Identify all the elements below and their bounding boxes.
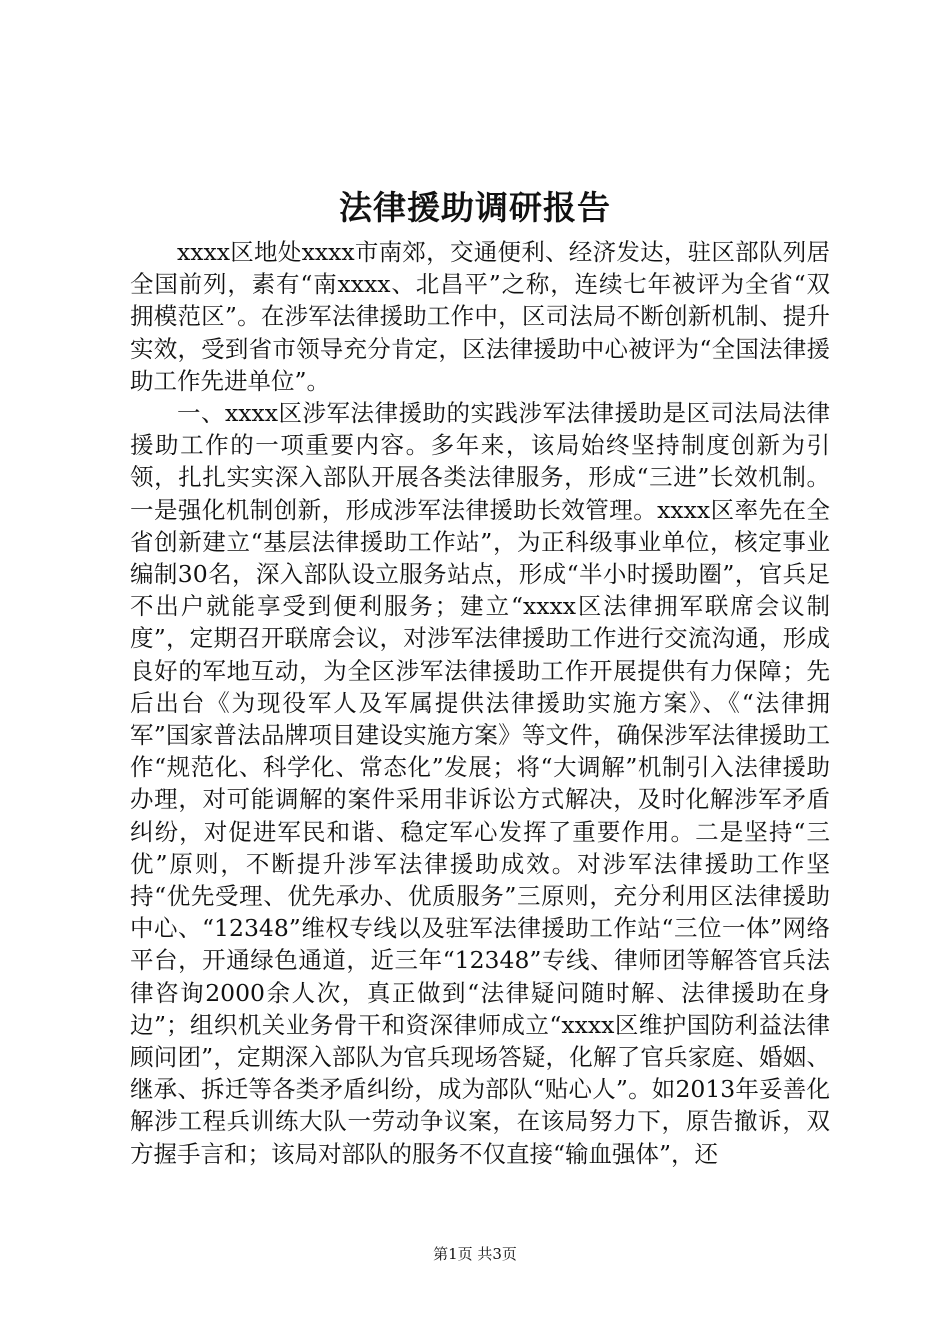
page-number-indicator: 第1页 共3页 — [433, 1245, 517, 1263]
document-body — [130, 236, 830, 1170]
document-title: 法律援助调研报告 — [339, 188, 611, 227]
body-paragraph-practice: 一、xxxx区涉军法律援助的实践涉军法律援助是区司法局法律援助工作的一项重要内容。多年来，该局始终坚持制度创新为引领，扎扎实实深入部队开展各类法律服务，形成“三进”长效机制。一是强化机制创新，形成涉军法律援助长效管理。xxxx区率先在全省创新建立“基层法律援助工作站”，为正科级事业单位，核定事业编制30名，深入部队设立服务站点，形成“半小时援助圈”，官兵足不出户就能享受到便利服务；建立“xxxx区法律拥军联席会议制度”，定期召开联席会议，对涉军法律援助工作进行交流沟通，形成良好的军地互动，为全区涉军法律援助工作开展提供有力保障；先后出台《为现役军人及军属提供法律援助实施方案》、《“法律拥军”国家普法品牌项目建设实施方案》等文件，确保涉军法律援助工作“规范化、科学化、常态化”发展；将“大调解”机制引入法律援助办理，对可能调解的案件采用非诉讼方式解决，及时化解涉军矛盾纠纷，对促进军民和谐、稳定军心发挥了重要作用。二是坚持“三优”原则，不断提升涉军法律援助成效。对涉军法律援助工作坚持“优先受理、优先承办、优质服务”三原则，充分利用区法律援助中心、“12348”维权专线以及驻军法律援助工作站“三位一体”网络平台，开通绿色通道，近三年“12348”专线、律师团等解答官兵法律咨询2000余人次，真正做到“法律疑问随时解、法律援助在身边”；组织机关业务骨干和资深律师成立“xxxx区维护国防利益法律顾问团”，定期深入部队为官兵现场答疑，化解了官兵家庭、婚姻、继承、拆迁等各类矛盾纠纷，成为部队“贴心人”。如2013年妥善化解涉工程兵训练大队一劳动争议案，在该局努力下，原告撤诉，双方握手言和；该局对部队的服务不仅直接“输血强体”，还 — [130, 399, 830, 1168]
page-footer — [0, 1244, 950, 1264]
body-paragraph-intro: xxxx区地处xxxx市南郊，交通便利、经济发达，驻区部队列居全国前列，素有“南xxxx、北昌平”之称，连续七年被评为全省“双拥模范区”。在涉军法律援助工作中，区司法局不断创新机制、提升实效，受到省市领导充分肯定，区法律援助中心被评为“全国法律援助工作先进单位”。 — [130, 238, 830, 395]
